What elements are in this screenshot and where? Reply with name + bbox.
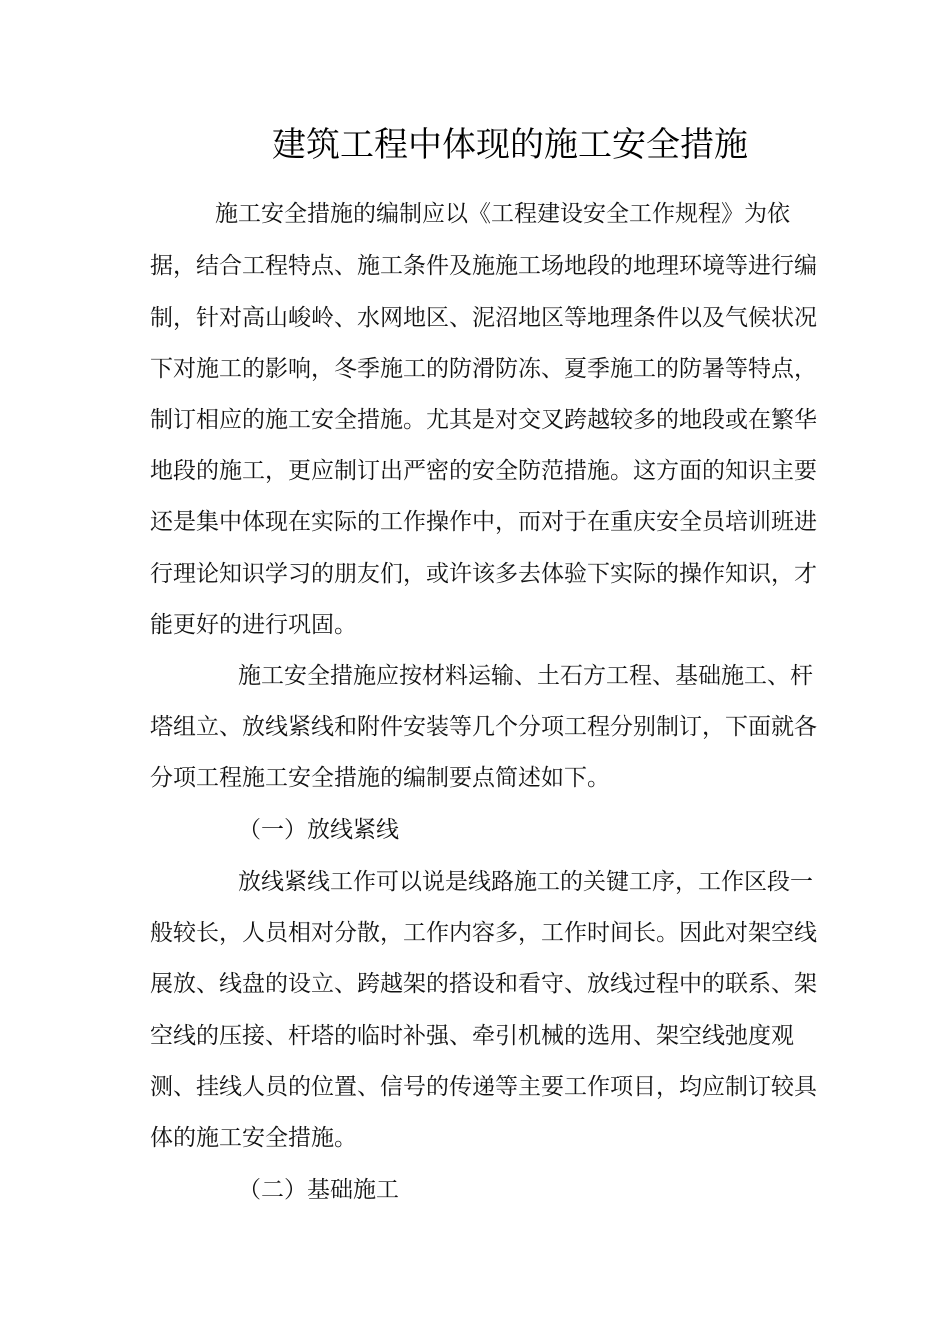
paragraph-line: 制订相应的施工安全措施。尤其是对交叉跨越较多的地段或在繁华 bbox=[150, 407, 817, 433]
section-heading: （一）放线紧线 bbox=[238, 817, 399, 843]
paragraph-line: 施工安全措施的编制应以《工程建设安全工作规程》为依 bbox=[215, 201, 790, 227]
paragraph-line: 分项工程施工安全措施的编制要点简述如下。 bbox=[150, 765, 610, 791]
paragraph-line: 能更好的进行巩固。 bbox=[150, 612, 357, 638]
paragraph-line: 下对施工的影响，冬季施工的防滑防冻、夏季施工的防暑等特点， bbox=[150, 356, 817, 382]
paragraph-line: 制，针对高山峻岭、水网地区、泥沼地区等地理条件以及气候状况 bbox=[150, 305, 817, 331]
paragraph-line: 地段的施工，更应制订出严密的安全防范措施。这方面的知识主要 bbox=[150, 458, 817, 484]
paragraph-line: 般较长，人员相对分散，工作内容多，工作时间长。因此对架空线 bbox=[150, 920, 817, 946]
paragraph-line: 空线的压接、杆塔的临时补强、牵引机械的选用、架空线弛度观 bbox=[150, 1023, 794, 1049]
paragraph-line: 行理论知识学习的朋友们，或许该多去体验下实际的操作知识，才 bbox=[150, 561, 817, 587]
paragraph-line: 还是集中体现在实际的工作操作中，而对于在重庆安全员培训班进 bbox=[150, 509, 817, 535]
paragraph-line: 施工安全措施应按材料运输、土石方工程、基础施工、杆 bbox=[238, 663, 813, 689]
paragraph-line: 体的施工安全措施。 bbox=[150, 1125, 357, 1151]
paragraph-line: 放线紧线工作可以说是线路施工的关键工序，工作区段一 bbox=[238, 869, 813, 895]
document-title: 建筑工程中体现的施工安全措施 bbox=[272, 125, 748, 165]
paragraph-line: 据，结合工程特点、施工条件及施施工场地段的地理环境等进行编 bbox=[150, 253, 817, 279]
section-heading: （二）基础施工 bbox=[238, 1177, 399, 1203]
paragraph-line: 展放、线盘的设立、跨越架的搭设和看守、放线过程中的联系、架 bbox=[150, 971, 817, 997]
paragraph-line: 测、挂线人员的位置、信号的传递等主要工作项目，均应制订较具 bbox=[150, 1074, 817, 1100]
paragraph-line: 塔组立、放线紧线和附件安装等几个分项工程分别制订，下面就各 bbox=[150, 714, 817, 740]
